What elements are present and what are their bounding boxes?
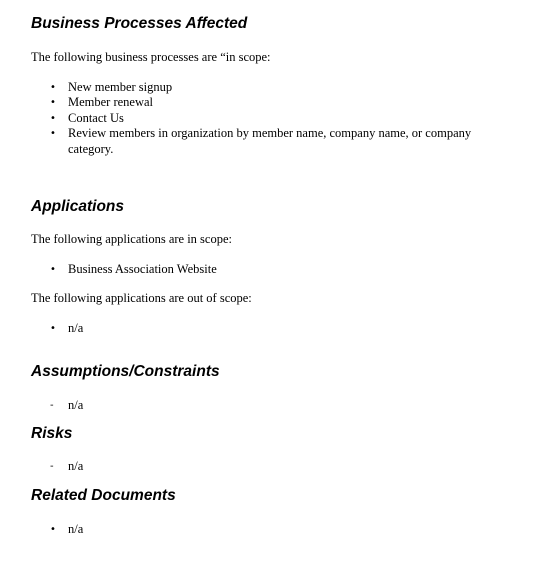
bullet-marker: • (50, 97, 56, 109)
bullet-marker: • (50, 112, 56, 124)
list-item (0, 111, 478, 126)
heading-related-documents: Related Documents (31, 487, 176, 504)
list-item-text: Contact Us (68, 110, 124, 125)
applications-in-scope-list (0, 262, 478, 277)
list-item (0, 321, 478, 336)
assumptions-list (0, 398, 478, 413)
list-item-text: n/a (68, 459, 84, 473)
list-item-text: Review members in organization by member name, company name, or company category. (68, 126, 472, 156)
related-documents-list (0, 522, 478, 537)
applications-in-scope-intro: The following applications are in scope: (31, 232, 232, 246)
bullet-marker: • (50, 128, 56, 140)
heading-assumptions: Assumptions/Constraints (31, 363, 220, 380)
list-item (0, 126, 478, 157)
dash-marker: - (50, 461, 54, 472)
list-item-text: Business Association Website (68, 262, 217, 276)
bullet-marker: • (50, 264, 56, 275)
bullet-marker: • (50, 82, 56, 93)
list-item (0, 262, 478, 277)
list-item (0, 398, 478, 413)
heading-applications: Applications (31, 198, 125, 215)
bullet-marker: • (50, 524, 56, 535)
applications-out-scope-intro: The following applications are out of scope: (31, 291, 252, 305)
list-item-text: n/a (68, 398, 84, 412)
list-item (0, 522, 478, 537)
list-item (0, 459, 478, 474)
applications-out-scope-list (0, 321, 478, 336)
heading-business-processes: Business Processes Affected (31, 15, 248, 32)
business-processes-list (0, 80, 478, 157)
list-item-text: Member renewal (68, 95, 154, 110)
risks-list (0, 459, 478, 474)
business-processes-intro: The following business processes are “in scope: (31, 50, 271, 64)
list-item-text: New member signup (68, 80, 173, 94)
list-item (0, 80, 478, 95)
list-item (0, 95, 478, 110)
bullet-marker: • (50, 323, 56, 334)
dash-marker: - (50, 400, 54, 411)
list-item-text: n/a (68, 321, 84, 335)
list-item-text: n/a (68, 522, 84, 536)
heading-risks: Risks (31, 425, 73, 442)
